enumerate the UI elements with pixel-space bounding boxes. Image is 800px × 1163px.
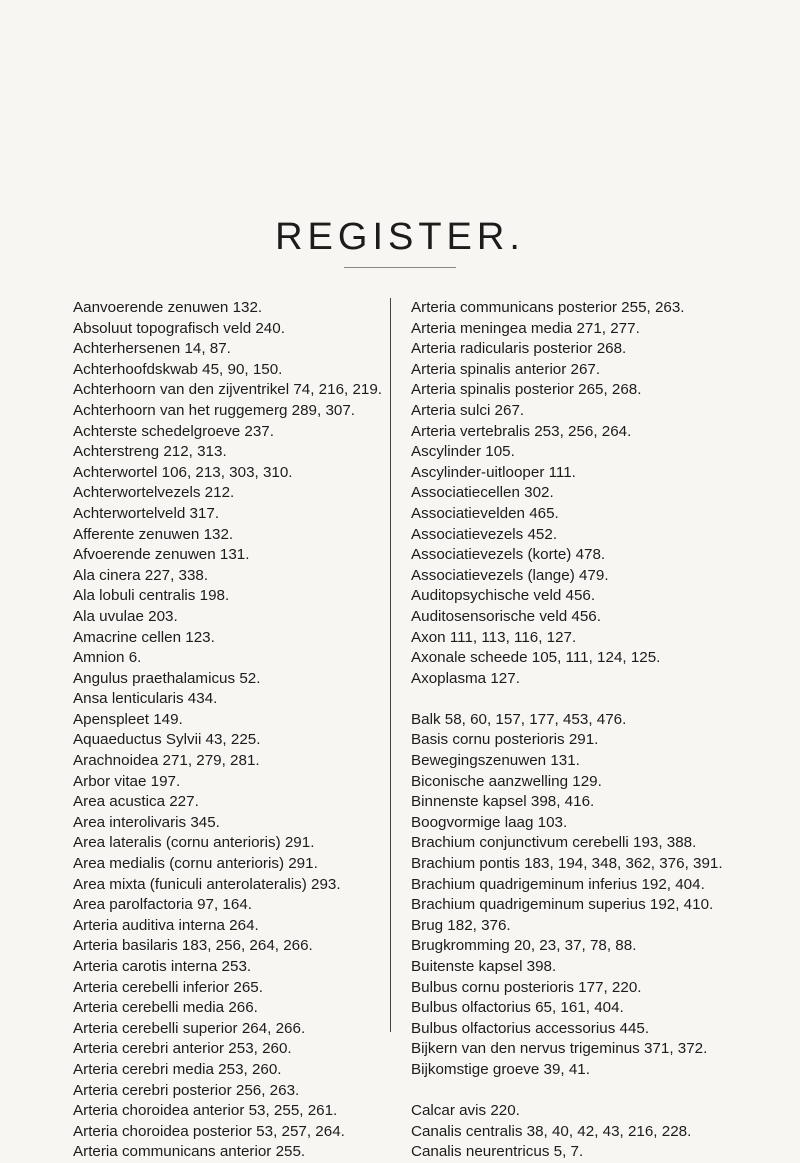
register-entry: Bewegingszenuwen 131. — [411, 752, 580, 770]
register-entry: Achterwortelvezels 212. — [73, 484, 235, 502]
register-entry: Canalis centralis 38, 40, 42, 43, 216, 228. — [411, 1122, 692, 1140]
register-entry: Canalis neurentricus 5, 7. — [411, 1143, 584, 1161]
register-entry: Boogvormige laag 103. — [411, 813, 568, 831]
register-entry: Arteria carotis interna 253. — [73, 958, 252, 975]
register-entry: Associatievezels 452. — [411, 525, 558, 543]
register-entry: Angulus praethalamicus 52. — [73, 669, 261, 687]
register-entry: Brugkromming 20, 23, 37, 78, 88. — [411, 937, 637, 955]
register-entry: Brug 182, 376. — [411, 916, 511, 934]
register-entry: Bijkern van den nervus trigeminus 371, 372. — [411, 1040, 708, 1058]
register-entry: Arteria cerebri media 253, 260. — [73, 1060, 282, 1078]
register-entry: Apenspleet 149. — [73, 710, 183, 728]
register-entry: Brachium quadrigeminum inferius 192, 404. — [411, 875, 705, 893]
register-entry: Achterwortelveld 317. — [73, 504, 220, 522]
register-entry: Arteria cerebelli superior 264, 266. — [73, 1019, 306, 1037]
register-entry: Arbor vitae 197. — [73, 772, 181, 790]
register-entry: Ala cinera 227, 338. — [73, 566, 209, 584]
register-entry: Arteria cerebelli media 266. — [73, 999, 258, 1017]
register-entry: Afferente zenuwen 132. — [73, 525, 234, 543]
register-entry: Associatievezels (lange) 479. — [411, 566, 609, 584]
register-entry: Axon 111, 113, 116, 127. — [411, 628, 577, 646]
register-entry: Arteria communicans anterior 255. — [73, 1143, 306, 1161]
register-entry: Arteria communicans posterior 255, 263. — [411, 299, 685, 316]
register-entry: Achterhoorn van den zijventrikel 74, 216, 219. — [73, 381, 383, 399]
register-column-right — [411, 298, 741, 1163]
page-title: REGISTER. — [275, 216, 525, 258]
register-entry: Afvoerende zenuwen 131. — [73, 546, 250, 564]
letter-group-gap — [411, 689, 741, 710]
register-entry: Area lateralis (cornu anterioris) 291. — [73, 834, 315, 852]
register-entry: Arteria choroidea posterior 53, 257, 264. — [73, 1122, 345, 1140]
register-entry: Arteria radicularis posterior 268. — [411, 340, 627, 358]
register-entry: Bulbus olfactorius accessorius 445. — [411, 1019, 650, 1037]
register-entry: Arteria choroidea anterior 53, 255, 261. — [73, 1102, 338, 1120]
register-entry: Arteria cerebri anterior 253, 260. — [73, 1040, 292, 1058]
register-entry: Arteria spinalis anterior 267. — [411, 360, 601, 378]
register-entry: Achterstreng 212, 313. — [73, 443, 227, 461]
register-entry: Arachnoidea 271, 279, 281. — [73, 752, 260, 770]
register-entry: Arteria cerebelli inferior 265. — [73, 978, 263, 996]
register-entry: Arteria cerebri posterior 256, 263. — [73, 1081, 300, 1099]
register-entry: Ala uvulae 203. — [73, 607, 178, 625]
register-entry: Calcar avis 220. — [411, 1102, 520, 1120]
register-entry: Amnion 6. — [73, 649, 142, 667]
register-entry: Achterste schedelgroeve 237. — [73, 422, 274, 440]
register-entry: Achterhersenen 14, 87. — [73, 340, 231, 358]
register-entry: Biconische aanzwelling 129. — [411, 772, 602, 790]
register-entry: Ansa lenticularis 434. — [73, 690, 218, 708]
register-entry: Binnenste kapsel 398, 416. — [411, 793, 595, 811]
register-entry: Absoluut topografisch veld 240. — [73, 319, 285, 337]
register-entry: Buitenste kapsel 398. — [411, 958, 557, 975]
register-entry: Achterhoorn van het ruggemerg 289, 307. — [73, 401, 355, 419]
register-entry: Axoplasma 127. — [411, 669, 520, 687]
register-entry: Auditopsychische veld 456. — [411, 587, 596, 605]
register-entry: Area acustica 227. — [73, 793, 199, 811]
register-entry: Arteria meningea media 271, 277. — [411, 319, 640, 337]
register-entry: Bulbus cornu posterioris 177, 220. — [411, 978, 642, 996]
register-entry: Arteria auditiva interna 264. — [73, 916, 259, 934]
register-entry: Aquaeductus Sylvii 43, 225. — [73, 731, 261, 749]
register-entry: Ascylinder 105. — [411, 443, 515, 461]
register-entry: Amacrine cellen 123. — [73, 628, 215, 646]
register-entry: Associatievelden 465. — [411, 504, 559, 522]
register-entry: Area medialis (cornu anterioris) 291. — [73, 855, 318, 873]
register-entry: Auditosensorische veld 456. — [411, 607, 601, 625]
register-entry: Brachium conjunctivum cerebelli 193, 388. — [411, 834, 697, 852]
register-entry: Arteria vertebralis 253, 256, 264. — [411, 422, 632, 440]
register-entry: Bijkomstige groeve 39, 41. — [411, 1060, 590, 1078]
register-entry: Area mixta (funiculi anterolateralis) 293. — [73, 875, 341, 893]
register-entry: Arteria sulci 267. — [411, 401, 525, 419]
register-entry: Area parolfactoria 97, 164. — [73, 896, 252, 914]
register-entry: Aanvoerende zenuwen 132. — [73, 299, 263, 316]
register-entry: Axonale scheede 105, 111, 124, 125. — [411, 649, 661, 667]
register-entry: Basis cornu posterioris 291. — [411, 731, 599, 749]
register-entry: Area interolivaris 345. — [73, 813, 220, 831]
register-entry: Associatiecellen 302. — [411, 484, 554, 502]
register-entry: Bulbus olfactorius 65, 161, 404. — [411, 999, 624, 1017]
register-entry: Arteria spinalis posterior 265, 268. — [411, 381, 642, 399]
letter-group-gap — [411, 1081, 741, 1102]
register-entry: Balk 58, 60, 157, 177, 453, 476. — [411, 710, 627, 728]
column-divider — [390, 298, 391, 1032]
register-entry: Brachium quadrigeminum superius 192, 410. — [411, 896, 714, 914]
register-entry: Achterwortel 106, 213, 303, 310. — [73, 463, 293, 481]
register-column-left — [73, 298, 383, 1163]
register-entry: Associatievezels (korte) 478. — [411, 546, 606, 564]
register-entry: Ala lobuli centralis 198. — [73, 587, 230, 605]
register-entry: Arteria basilaris 183, 256, 264, 266. — [73, 937, 313, 955]
register-entry: Ascylinder-uitlooper 111. — [411, 463, 576, 481]
register-entry: Achterhoofdskwab 45, 90, 150. — [73, 360, 283, 378]
title-rule — [344, 267, 456, 268]
register-entry: Brachium pontis 183, 194, 348, 362, 376, 391. — [411, 855, 723, 873]
